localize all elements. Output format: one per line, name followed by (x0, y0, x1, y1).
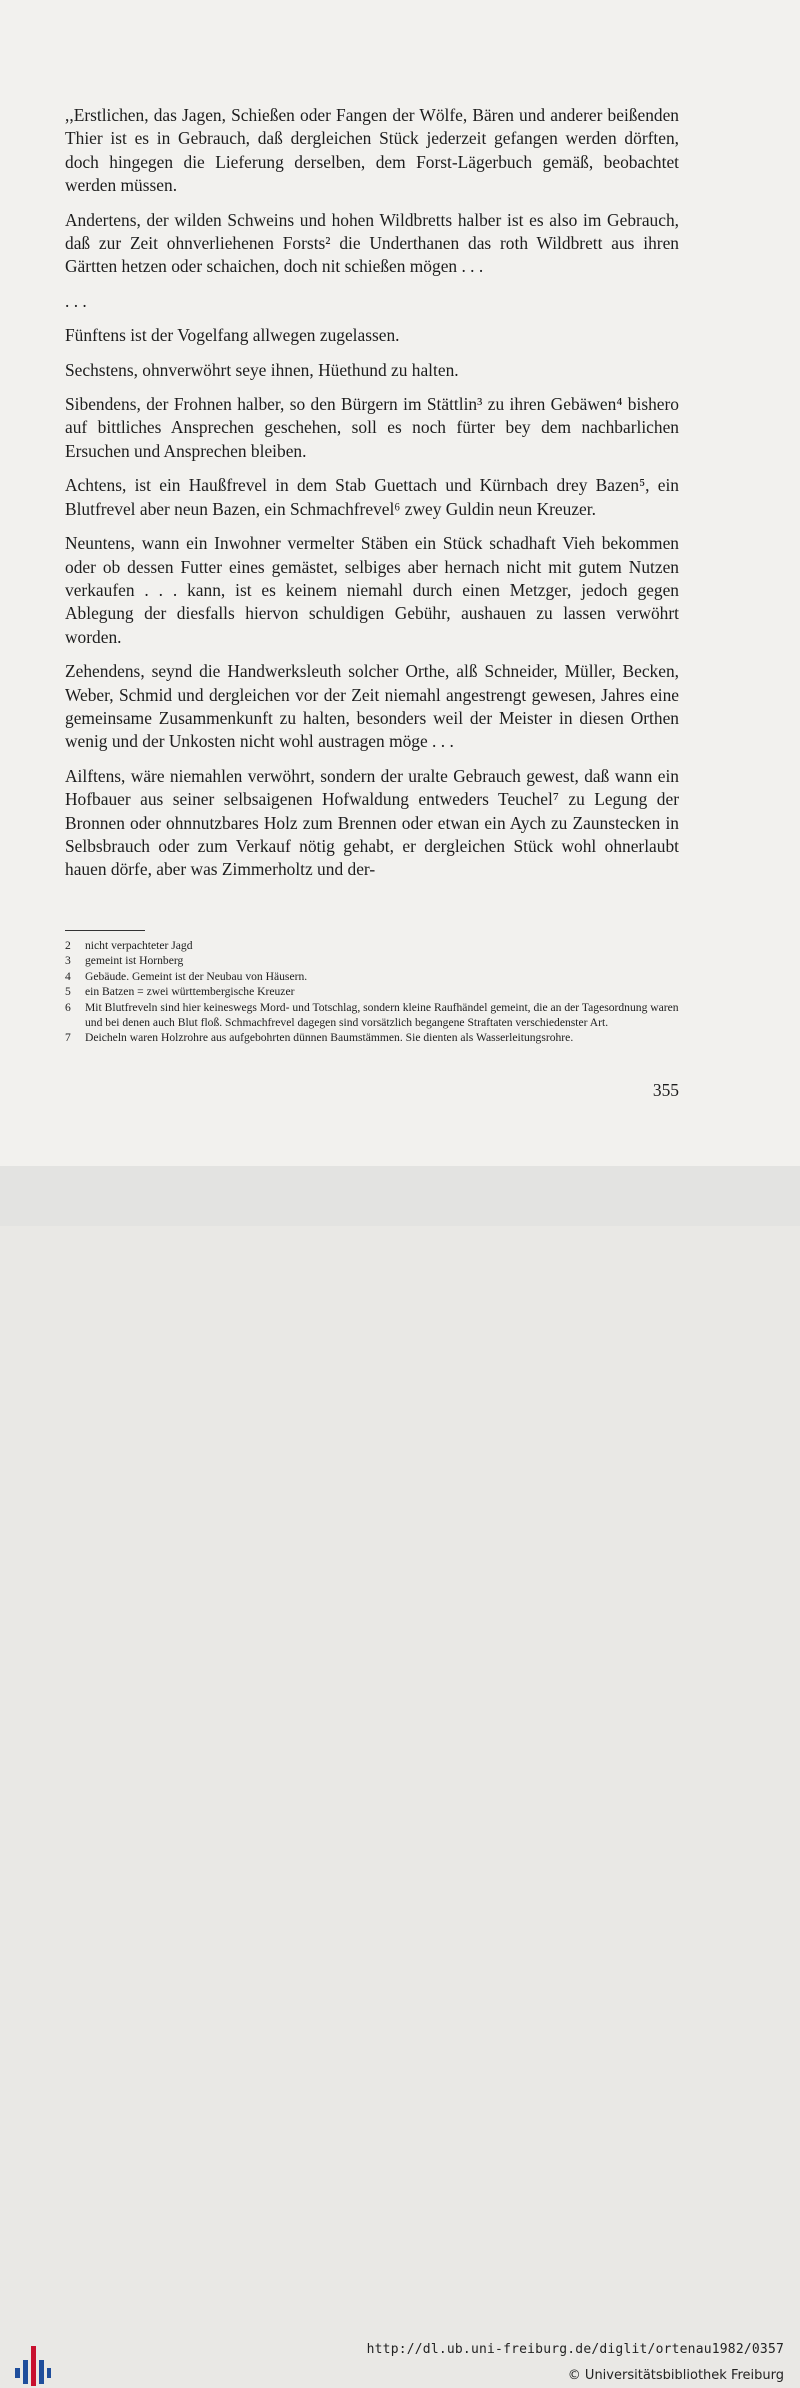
body-text (65, 104, 679, 893)
footnote-number: 6 (65, 1000, 71, 1014)
footnotes (65, 938, 679, 1046)
footnote (65, 953, 679, 968)
footnote (65, 938, 679, 953)
footnote-text: nicht verpachteter Jagd (85, 939, 193, 952)
paragraph-3: Fünftens ist der Vogelfang allwegen zugelassen. (65, 325, 400, 346)
paragraph-1: ,,Erstlichen, das Jagen, Schießen oder Fangen der Wölfe, Bären und anderer beißenden Thier ist es in Gebrauch, daß dergleichen Stück jederzeit gefangen werden dörften, doch hingegen die Lieferung derselben, dem Forst-Lägerbuch gemäß, beobachtet werden müssen. (65, 105, 679, 196)
document-page (0, 0, 800, 1166)
paragraph-7: Neuntens, wann ein Inwohner vermelter Stäben ein Stück schadhaft Vieh bekommen oder ob dessen Futter eines gemästet, selbiges aber hernach nicht mit gutem Nutzen verkaufen . . . kann, ist es keinem niemahl durch einen Metzger, jedoch gegen Ablegung der diesfalls hiervon schuldigen Gebühr, aushauen zu lassen verwöhrt worden. (65, 533, 679, 647)
paragraph-9: Ailftens, wäre niemahlen verwöhrt, sondern der uralte Gebrauch gewest, daß wann ein Hofbauer aus seiner selbsaigenen Hofwaldung entweders Teuchel⁷ zu Legung der Bronnen oder ohnnutzbares Holz zum Brennen oder etwan ein Aych zu Zaunstecken in Selbsbrauch oder zum Verkauf nötig gehabt, er dergleichen Stück wohl ohnerlaubt hauen dörfe, aber was Zimmerholtz und der- (65, 765, 679, 880)
footnote-text: gemeint ist Hornberg (85, 954, 184, 968)
footnote-number: 2 (65, 939, 71, 952)
footnote-text: Gebäude. Gemeint ist der Neubau von Häusern. (85, 969, 308, 983)
footnote (65, 1030, 679, 1045)
viewer-footer (0, 1166, 800, 2383)
copyright-notice: © Universitätsbibliothek Freiburg (567, 2368, 784, 2383)
footnote (65, 1000, 679, 1031)
page-number: 355 (652, 1080, 679, 1100)
ellipsis-line: . . . (65, 290, 87, 311)
footnote-text: Mit Blutfreveln sind hier keineswegs Mord- und Totschlag, sondern kleine Raufhändel gemeint, die an der Tagesordnung waren und bei denen auch Blut floß. Schmachfrevel dagegen sind vorsätzlich begangene Straftaten verschiedenster Art. (85, 1000, 679, 1030)
paragraph-2: Andertens, der wilden Schweins und hohen Wildbretts halber ist es also im Gebrauch, daß zur Zeit ohnverliehenen Forsts² die Underthanen das roth Wildbrett aus ihren Gärtten hetzen oder schaichen, doch nit schießen mögen . . . (65, 209, 679, 277)
footnote-number: 7 (65, 1031, 71, 1045)
footnote-text: Deicheln waren Holzrohre aus aufgebohrten dünnen Baumstämmen. Sie dienten als Wasserleitungsrohre. (85, 1031, 574, 1045)
permalink-url[interactable]: http://dl.ub.uni-freiburg.de/diglit/ortenau1982/0357 (366, 2342, 784, 2357)
footnote-number: 3 (65, 954, 71, 968)
paragraph-8: Zehendens, seynd die Handwerksleuth solcher Orthe, alß Schneider, Müller, Becken, Weber, Schmid und dergleichen vor der Zeit niemahl angestrengt gewesen, Jahres eine gemeinsame Zusammenkunft zu halten, besonders weil der Meister in diesen Orthen wenig und der Unkosten nicht wohl austragen möge . . . (65, 661, 679, 752)
footnote (65, 969, 679, 984)
paragraph-6: Achtens, ist ein Haußfrevel in dem Stab Guettach und Kürnbach drey Bazen⁵, ein Blutfrevel aber neun Bazen, ein Schmachfrevel⁶ zwey Guldin neun Kreuzer. (65, 475, 679, 519)
paragraph-4: Sechstens, ohnverwöhrt seye ihnen, Hüethund zu halten. (65, 359, 459, 380)
paragraph-5: Sibendens, der Frohnen halber, so den Bürgern im Stättlin³ zu ihren Gebäwen⁴ bishero auf bittliches Ansprechen geschehen, soll es noch fürter bey dem nachbarlichen Ersuchen und Ansprechen bleiben. (65, 394, 679, 461)
footnote-divider (65, 930, 145, 931)
footnote-text: ein Batzen = zwei württembergische Kreuzer (85, 985, 295, 999)
footnote (65, 984, 679, 999)
footnote-number: 5 (65, 985, 71, 999)
footnote-number: 4 (65, 969, 71, 983)
ub-freiburg-logo-icon (12, 2342, 52, 2388)
